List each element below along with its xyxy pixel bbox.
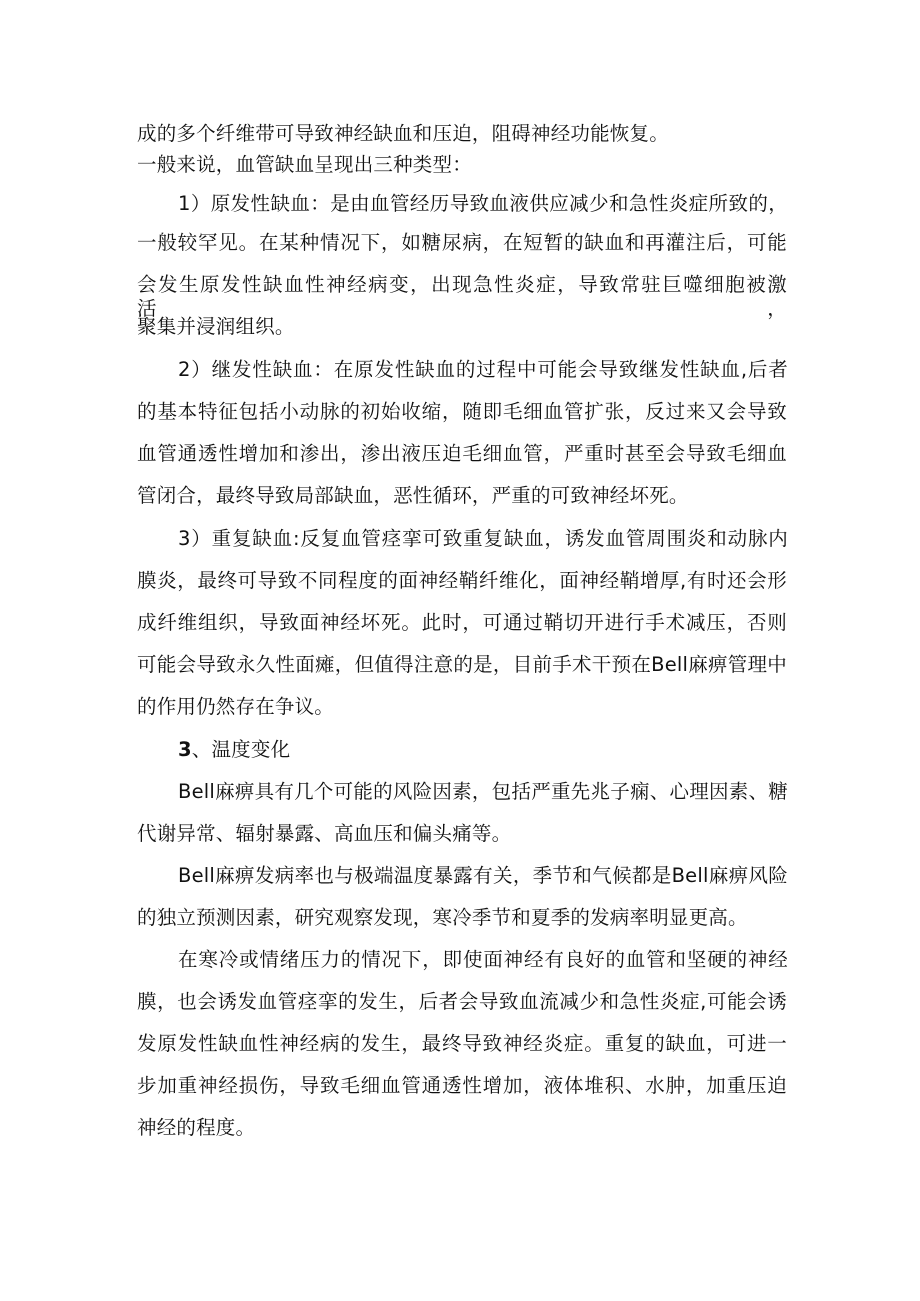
section-number: 3 — [178, 738, 192, 761]
section-heading — [178, 738, 788, 762]
paragraph-line: 神经的程度。 — [137, 1116, 256, 1139]
paragraph-line: 1）原发性缺血：是由血管经历导致血液供应减少和急性炎症所致的， — [178, 192, 788, 215]
paragraph-line: 2）继发性缺血：在原发性缺血的过程中可能会导致继发性缺血,后者 — [178, 358, 788, 381]
intro-line-2: 一般来说，血管缺血呈现出三种类型： — [137, 153, 472, 176]
paragraph-line: 管闭合，最终导致局部缺血，恶性循环，严重的可致神经坏死。 — [137, 484, 689, 507]
paragraph-line: 代谢异常、辐射暴露、高血压和偏头痛等。 — [137, 822, 512, 845]
paragraph-line: 膜，也会诱发血管痉挛的发生，后者会导致血流减少和急性炎症,可能会诱 — [137, 990, 787, 1013]
paragraph-line: 血管通透性增加和渗出，渗出液压迫毛细血管，严重时甚至会导致毛细血 — [137, 442, 787, 465]
paragraph-line: Bell麻痹具有几个可能的风险因素，包括严重先兆子痫、心理因素、糖 — [178, 780, 788, 803]
paragraph-line: 步加重神经损伤，导致毛细血管通透性增加，液体堆积、水肿，加重压迫 — [137, 1074, 787, 1097]
paragraph-line: 一般较罕见。在某种情况下，如糖尿病，在短暂的缺血和再灌注后，可能 — [137, 231, 787, 254]
paragraph-line: 发原发性缺血性神经病的发生，最终导致神经炎症。重复的缺血，可进一 — [137, 1032, 787, 1055]
paragraph-line: 会发生原发性缺血性神经病变，出现急性炎症，导致常驻巨噬细胞被激活， — [137, 273, 787, 320]
paragraph-line: 可能会导致永久性面瘫，但值得注意的是，目前手术干预在Bell麻痹管理中 — [137, 653, 787, 676]
paragraph-line: Bell麻痹发病率也与极端温度暴露有关，季节和气候都是Bell麻痹风险 — [178, 864, 788, 887]
section-title: 、温度变化 — [191, 738, 291, 761]
paragraph-line: 的独立预测因素，研究观察发现，寒冷季节和夏季的发病率明显更高。 — [137, 906, 748, 929]
paragraph-line: 的作用仍然存在争议。 — [137, 695, 335, 718]
paragraph-line: 聚集并浸润组织。 — [137, 315, 295, 338]
paragraph-line: 在寒冷或情绪压力的情况下，即使面神经有良好的血管和坚硬的神经 — [178, 948, 788, 971]
paragraph-line: 3）重复缺血:反复血管痉挛可致重复缺血，诱发血管周围炎和动脉内 — [178, 527, 788, 550]
paragraph-line: 膜炎，最终可导致不同程度的面神经鞘纤维化，面神经鞘增厚,有时还会形 — [137, 569, 787, 592]
intro-line-1: 成的多个纤维带可导致神经缺血和压迫，阻碍神经功能恢复。 — [137, 122, 669, 145]
paragraph-line: 成纤维组织，导致面神经坏死。此时，可通过鞘切开进行手术减压，否则 — [137, 611, 787, 634]
paragraph-line: 的基本特征包括小动脉的初始收缩，随即毛细血管扩张，反过来又会导致 — [137, 400, 787, 423]
